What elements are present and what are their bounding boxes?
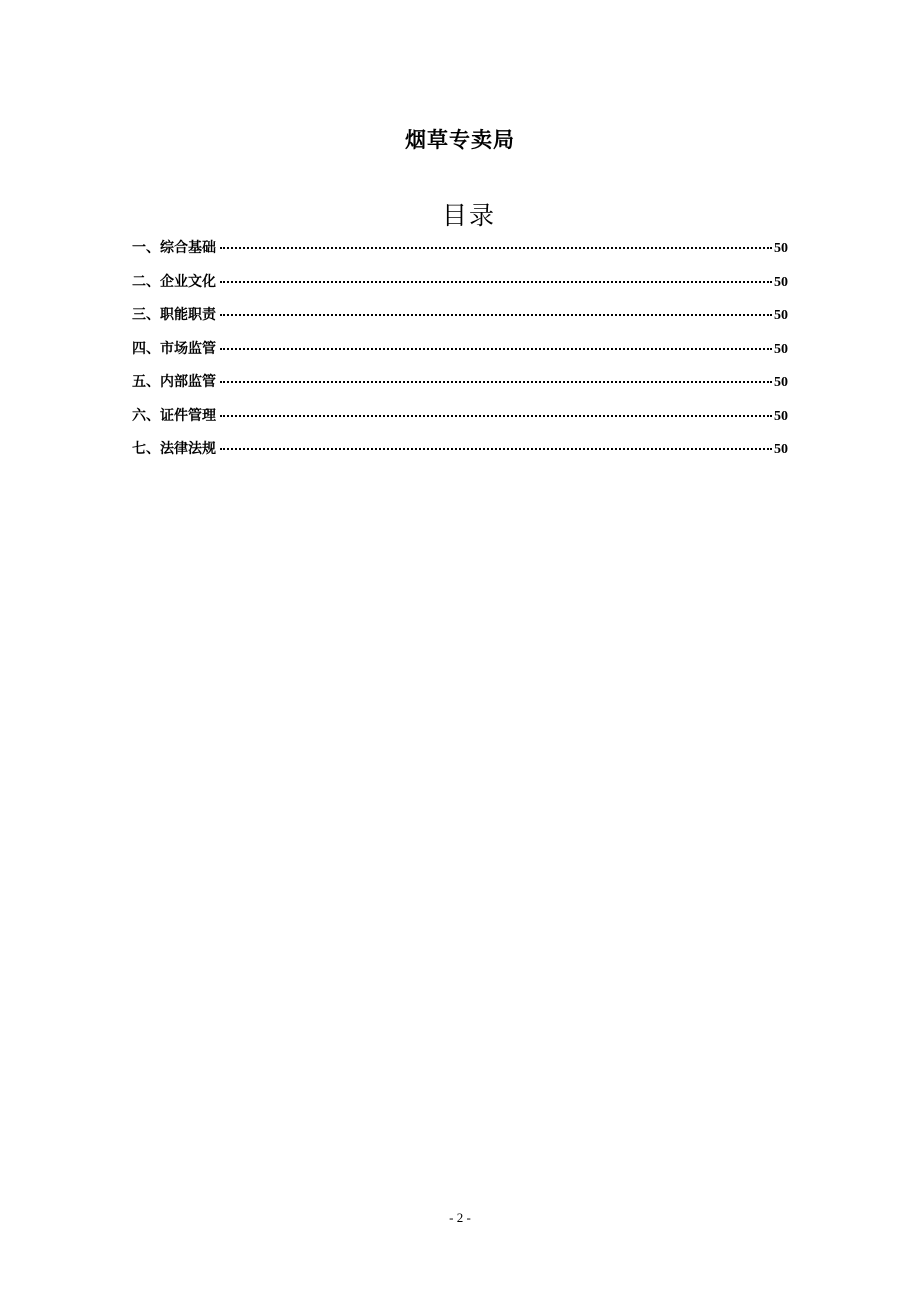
toc-entry-page: 50 [774,341,788,357]
toc-entry-page: 50 [774,408,788,424]
toc-entry-page: 50 [774,442,788,457]
toc-entry-label: 六、证件管理 [132,407,216,424]
toc-entry-6[interactable] [132,405,788,439]
toc-entry-label: 七、法律法规 [132,441,216,457]
toc-title: 目录 [441,201,496,230]
toc-entry-label: 一、综合基础 [132,240,216,256]
page-header-title: 烟草专卖局 [405,128,515,152]
toc-entry-page: 50 [774,308,788,323]
toc-dot-leader [220,415,772,417]
toc-dot-leader [220,348,772,350]
toc-dot-leader [220,281,772,283]
toc-dot-leader [220,314,772,316]
toc-entry-page: 50 [774,241,788,256]
toc-entry-5[interactable] [132,371,788,405]
toc-entry-label: 四、市场监管 [132,340,216,357]
toc-entry-label: 三、职能职责 [132,307,216,323]
table-of-contents [132,237,788,472]
toc-entry-4[interactable] [132,338,788,372]
toc-dot-leader [220,247,772,249]
toc-entry-page: 50 [774,274,788,290]
toc-entry-label: 五、内部监管 [132,374,216,390]
toc-entry-1[interactable] [132,237,788,271]
toc-entry-2[interactable] [132,271,788,305]
toc-dot-leader [220,381,772,383]
page-number: - 2 - [449,1210,471,1225]
toc-entry-page: 50 [774,375,788,390]
toc-dot-leader [220,448,772,450]
toc-entry-3[interactable] [132,304,788,338]
toc-entry-label: 二、企业文化 [132,273,216,290]
toc-entry-7[interactable] [132,438,788,472]
